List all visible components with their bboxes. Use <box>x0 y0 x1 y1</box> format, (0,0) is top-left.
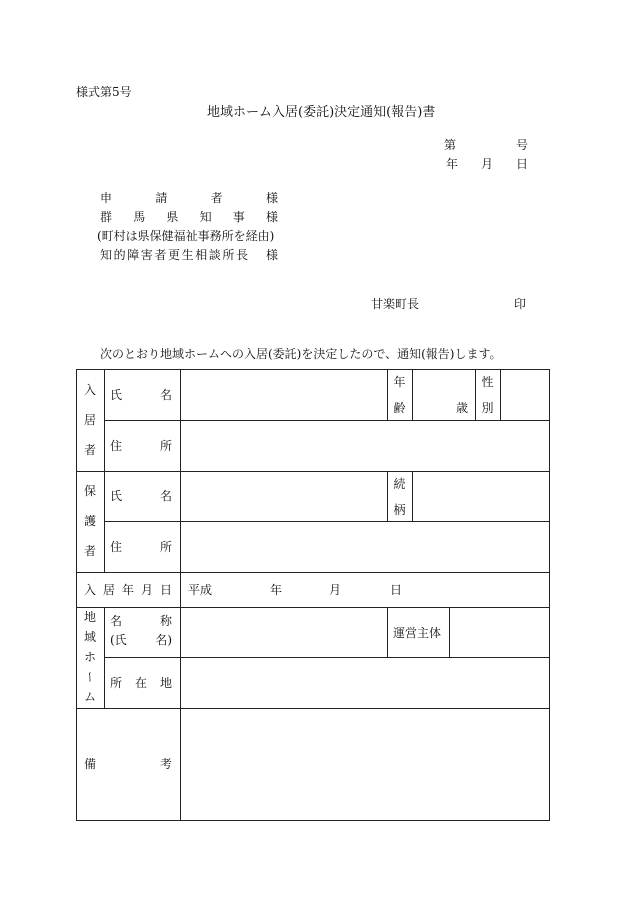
resident-address-label <box>110 440 172 452</box>
addressee-char: 様 <box>265 191 278 205</box>
age-unit: 歳 <box>456 401 469 415</box>
label-char: 別 <box>481 401 494 415</box>
header-char: ー <box>82 670 97 684</box>
home-section-header <box>76 611 104 703</box>
label-char: 性 <box>481 375 494 389</box>
label-char: 居 <box>102 583 115 597</box>
label-char: 称 <box>159 614 172 628</box>
date-month: 月 <box>481 157 494 171</box>
header-char: ホ <box>83 650 96 664</box>
addressee-char: 馬 <box>133 210 146 224</box>
table-rule <box>549 369 550 820</box>
guardian-relation-field[interactable] <box>413 472 548 520</box>
remarks-label <box>84 758 172 770</box>
label-char: 氏 <box>110 388 123 402</box>
resident-sex-field[interactable] <box>501 370 548 419</box>
resident-address-field[interactable] <box>181 421 548 470</box>
guardian-address-field[interactable] <box>181 522 548 571</box>
header-char: ム <box>83 690 96 704</box>
header-char: 地 <box>83 610 96 624</box>
date-day: 日 <box>516 157 529 171</box>
home-location-field[interactable] <box>181 658 548 707</box>
home-owner-name-label <box>110 634 172 646</box>
addressee-char: 県 <box>166 210 179 224</box>
label-char: 柄 <box>393 503 406 517</box>
document-title: 地域ホーム入居(委託)決定通知(報告)書 <box>207 105 436 120</box>
header-char: 護 <box>83 514 96 528</box>
operator-label: 運営主体 <box>393 626 442 640</box>
label-char: 名 <box>159 489 172 503</box>
resident-age-label <box>387 376 412 414</box>
label-char: 所 <box>110 676 123 690</box>
label-char: 続 <box>393 477 406 491</box>
label-char: 名 <box>110 614 123 628</box>
resident-age-field[interactable] <box>413 370 453 419</box>
addressee-char: 申 <box>100 191 113 205</box>
label-char: 氏 <box>110 489 123 503</box>
guardian-relation-label <box>387 478 412 516</box>
resident-sex-label <box>475 376 500 414</box>
label-char: 名 <box>159 388 172 402</box>
move-in-year: 年 <box>270 583 283 597</box>
label-char: 入 <box>84 583 97 597</box>
remarks-field[interactable] <box>181 709 548 819</box>
addressee-char: 群 <box>100 210 113 224</box>
guardian-address-label <box>110 541 172 553</box>
addressee-note: (町村は県保健福祉事務所を経由) <box>97 229 275 243</box>
addressee-char: 請 <box>155 191 168 205</box>
header-char: 域 <box>83 630 96 644</box>
label-char: 名) <box>155 633 172 647</box>
label-char: 在 <box>134 676 147 690</box>
guardian-section-header <box>76 485 104 557</box>
home-name-field[interactable] <box>181 608 386 656</box>
table-rule <box>104 369 105 572</box>
table-rule <box>387 607 388 657</box>
resident-name-label <box>110 389 172 401</box>
label-char: 住 <box>110 439 123 453</box>
label-char: 地 <box>159 676 172 690</box>
addressee-applicant <box>100 192 278 204</box>
label-char: 住 <box>110 540 123 554</box>
date-year: 年 <box>446 157 459 171</box>
label-char: 年 <box>393 375 406 389</box>
label-char: 日 <box>159 583 172 597</box>
addressee-char: 者 <box>210 191 223 205</box>
doc-number-prefix: 第 <box>444 138 457 152</box>
header-char: 入 <box>83 383 96 397</box>
label-char: 月 <box>140 583 153 597</box>
doc-number-suffix: 号 <box>516 138 529 152</box>
addressee-office-name: 知的障害者更生相談所長 <box>100 248 250 262</box>
operator-field[interactable] <box>450 608 548 656</box>
seal-mark: 印 <box>514 297 527 311</box>
label-char: 考 <box>159 757 172 771</box>
resident-section-header <box>76 384 104 456</box>
addressee-char: 様 <box>265 210 278 224</box>
header-char: 保 <box>83 484 96 498</box>
addressee-char: 知 <box>199 210 212 224</box>
label-char: (氏 <box>110 633 127 647</box>
header-char: 居 <box>83 413 96 427</box>
form-number: 様式第5号 <box>76 85 132 99</box>
label-char: 所 <box>159 540 172 554</box>
addressee-consultation-office <box>100 249 278 261</box>
guardian-name-label <box>110 490 172 502</box>
label-char: 年 <box>121 583 134 597</box>
label-char: 備 <box>84 757 97 771</box>
move-in-month: 月 <box>329 583 342 597</box>
header-char: 者 <box>83 544 96 558</box>
resident-name-field[interactable] <box>181 370 386 419</box>
intro-text: 次のとおり地域ホームへの入居(委託)を決定したので、通知(報告)します。 <box>100 347 502 361</box>
home-location-label <box>110 677 172 689</box>
header-char: 者 <box>83 443 96 457</box>
guardian-name-field[interactable] <box>181 472 386 520</box>
home-name-label <box>110 615 172 627</box>
addressee-honorific: 様 <box>265 248 278 262</box>
move-in-day: 日 <box>390 583 403 597</box>
move-in-date-label <box>84 584 172 596</box>
sender-name: 甘楽町長 <box>371 297 420 311</box>
table-rule <box>76 820 550 821</box>
addressee-governor <box>100 211 278 223</box>
label-char: 齢 <box>393 401 406 415</box>
move-in-era: 平成 <box>188 583 213 597</box>
addressee-char: 事 <box>232 210 245 224</box>
table-rule <box>76 572 550 573</box>
table-rule <box>104 607 105 708</box>
label-char: 所 <box>159 439 172 453</box>
